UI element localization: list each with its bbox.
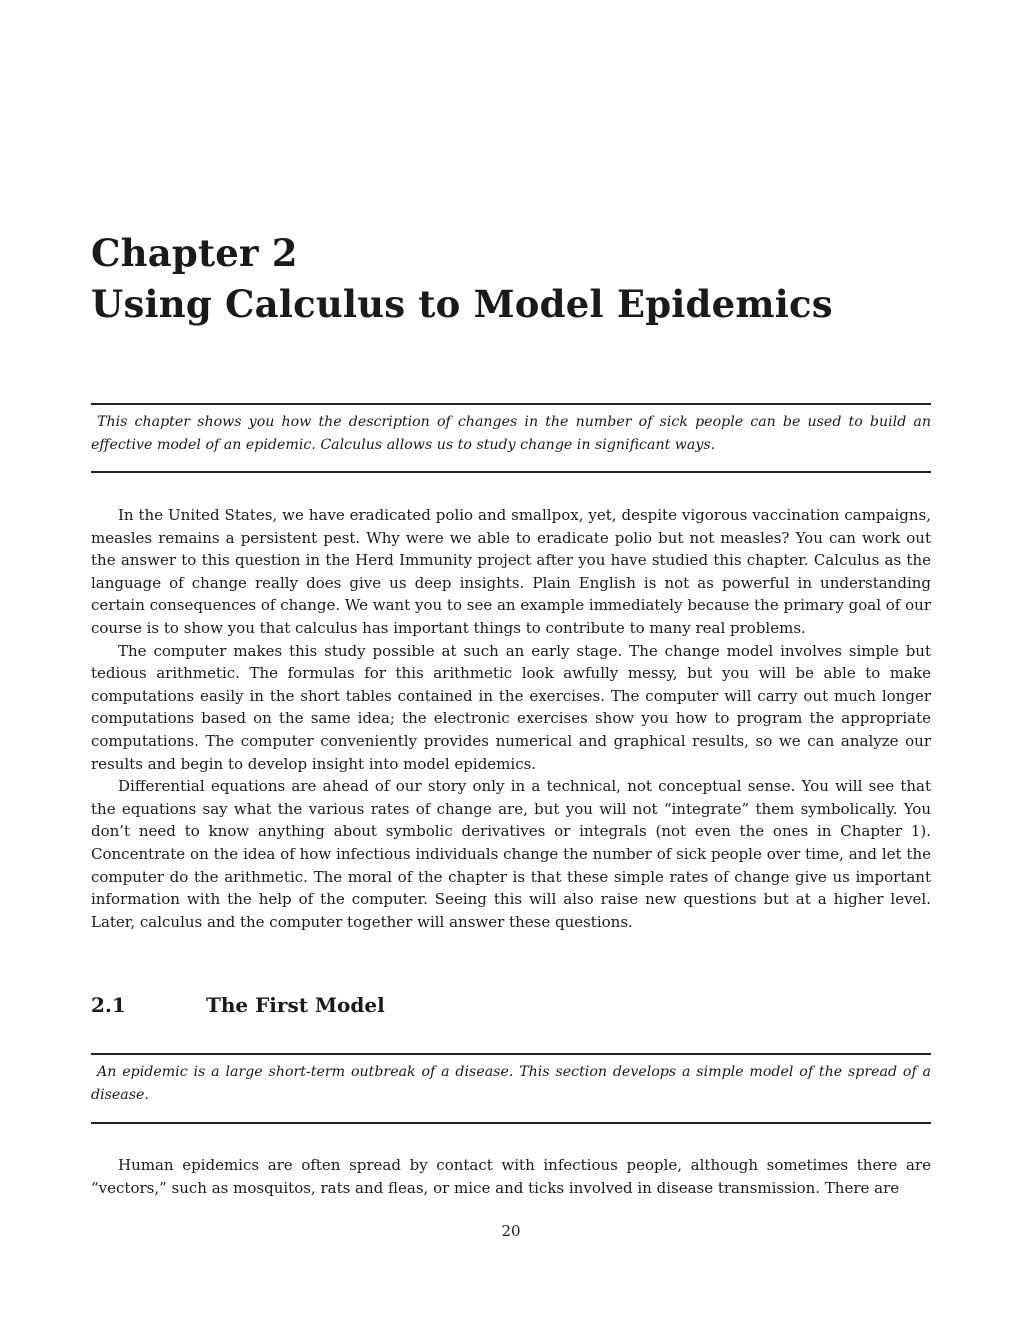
paragraph: The computer makes this study possible at such an early stage. The change model involves simple but tedious arithmetic. The formulas for this arithmetic look awfully messy, but you will be able to make computations easily in the short tables contained in the exercises. The computer will carry out much longer computations based on the same idea; the electronic exercises show you how to program the appropriate computations. The computer conveniently provides numerical and graphical results, so we can analyze our results and begin to develop insight into model epidemics. — [91, 641, 931, 773]
chapter-title: Using Calculus to Model Epidemics — [91, 282, 833, 326]
chapter-label: Chapter 2 — [91, 231, 298, 275]
section-heading — [91, 990, 931, 1020]
abstract-top-rule — [91, 403, 931, 405]
paragraph: Human epidemics are often spread by contact with infectious people, although sometimes there are “vectors,” such as mosquitos, rats and fleas, or mice and ticks involved in disease transmission. There are — [91, 1156, 931, 1197]
chapter-abstract: This chapter shows you how the description of changes in the number of sick people can be used to build an effective model of an epidemic. Calculus allows us to study change in significant ways. — [91, 414, 931, 453]
section-body — [91, 1154, 931, 1199]
section-abstract-top-rule — [91, 1053, 931, 1055]
section-number: 2.1 — [91, 993, 126, 1017]
abstract-bottom-rule — [91, 471, 931, 473]
page-number: 20 — [501, 1222, 521, 1240]
chapter-heading — [91, 228, 833, 330]
paragraph: In the United States, we have eradicated polio and smallpox, yet, despite vigorous vaccination campaigns, measles remains a persistent pest. Why were we able to eradicate polio but not measles? You can work out the answer to this question in the Herd Immunity project after you have studied this chapter. Calculus as the language of change really does give us deep insights. Plain English is not as powerful in understanding certain consequences of change. We want you to see an example immediately because the primary goal of our course is to show you that calculus has important things to contribute to many real problems. — [91, 506, 931, 637]
page — [91, 0, 931, 1320]
section-abstract: An epidemic is a large short-term outbreak of a disease. This section develops a simple model of the spread of a disease. — [91, 1064, 931, 1103]
section-abstract-bottom-rule — [91, 1122, 931, 1124]
paragraph: Differential equations are ahead of our story only in a technical, not conceptual sense. You will see that the equations say what the various rates of change are, but you will not “integrate” them symbolically. You don’t need to know anything about symbolic derivatives or integrals (not even the ones in Chapter 1). Concentrate on the idea of how infectious individuals change the number of sick people over time, and let the computer do the arithmetic. The moral of the chapter is that these simple rates of change give us important information with the help of the computer. Seeing this will also raise new questions but at a higher level. Later, calculus and the computer together will answer these questions. — [91, 777, 931, 931]
section-title: The First Model — [206, 993, 385, 1017]
chapter-intro — [91, 504, 931, 933]
